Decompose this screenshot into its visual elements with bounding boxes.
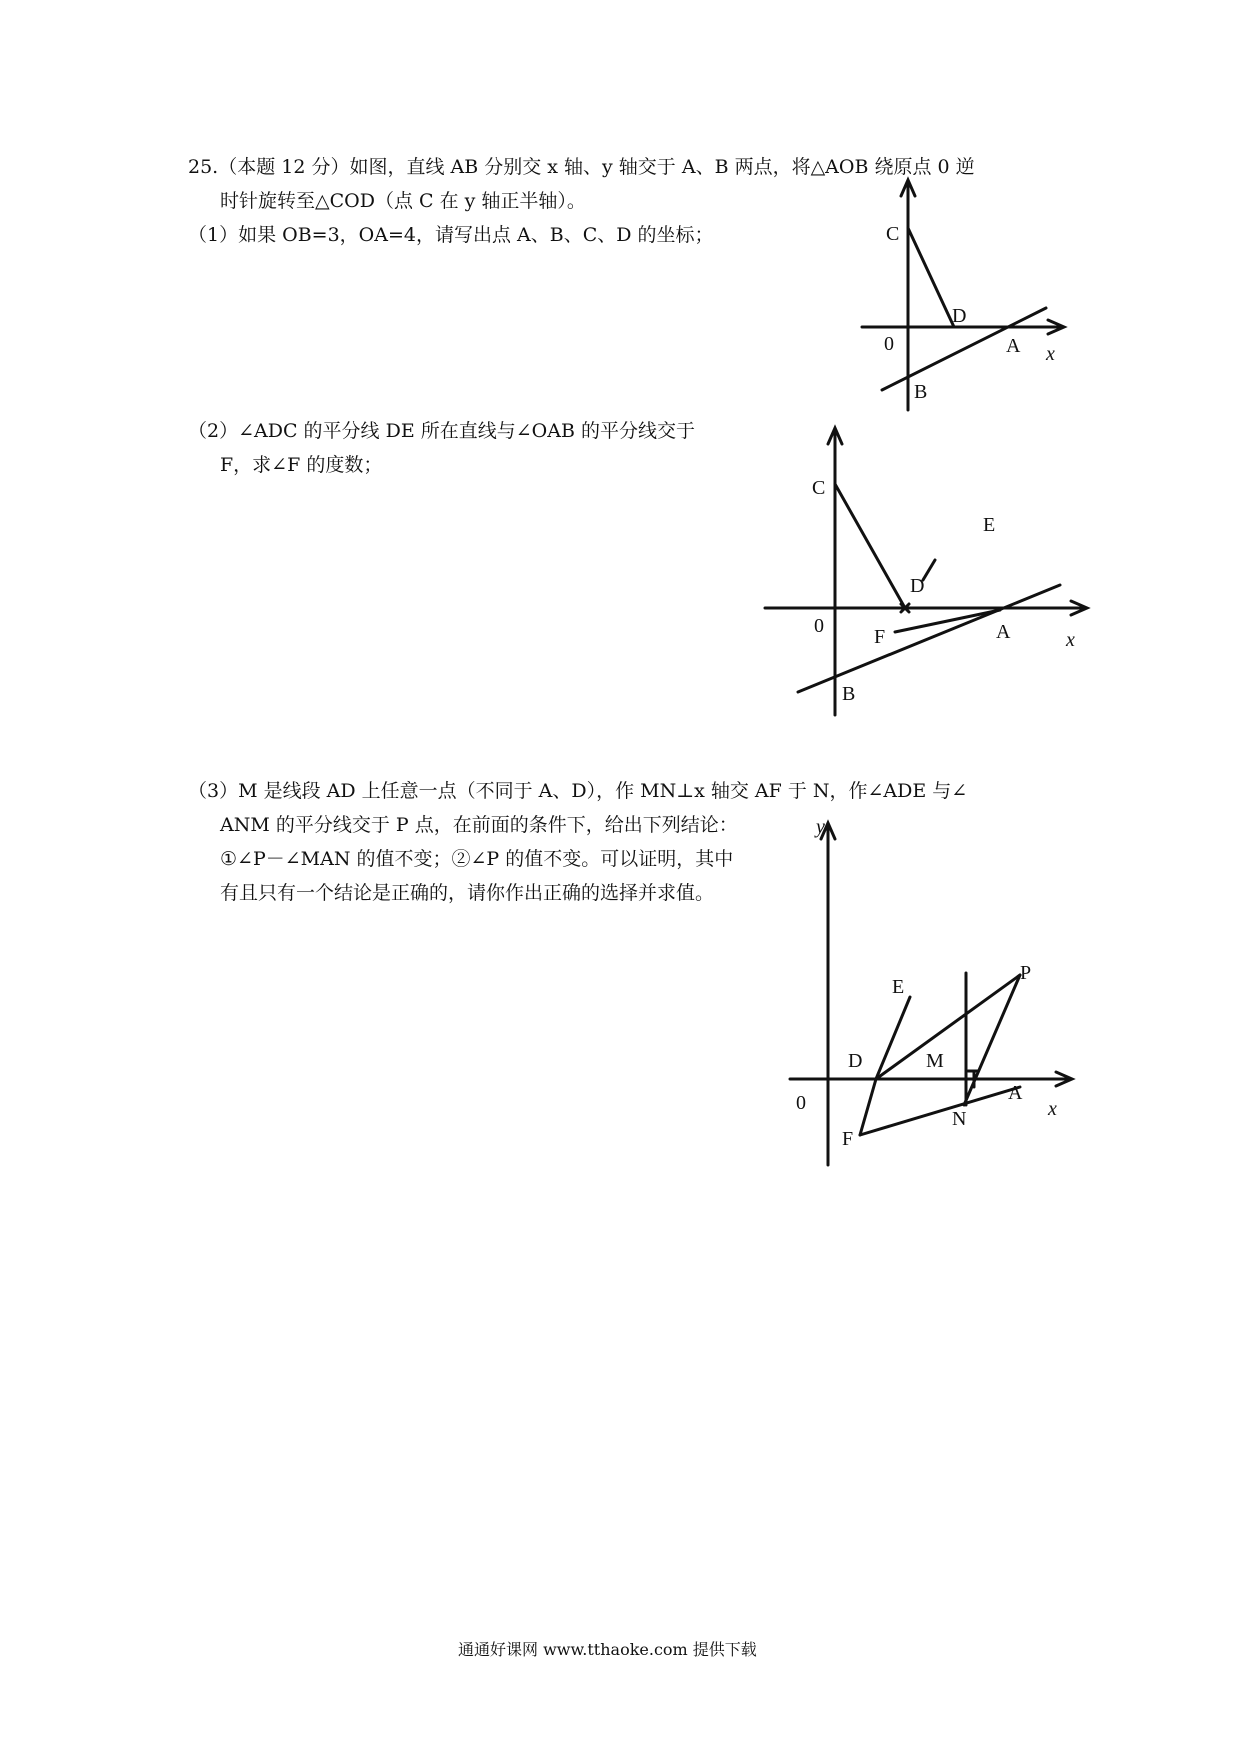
problem-line2: 时针旋转至△COD（点 C 在 y 轴正半轴）。: [220, 190, 586, 212]
problem-line1: 25.（本题 12 分）如图，直线 AB 分别交 x 轴、y 轴交于 A、B 两点，将△AOB 绕原点 0 逆: [188, 156, 975, 178]
label-x: x: [1046, 343, 1055, 365]
part3-line1: （3）M 是线段 AD 上任意一点（不同于 A、D），作 MN⊥x 轴交 AF 于 N，作∠ADE 与∠: [188, 780, 968, 802]
label-b: B: [842, 683, 856, 705]
segment-fd: [860, 1079, 876, 1135]
label-e: E: [983, 514, 996, 536]
label-d: D: [952, 305, 967, 327]
label-x: x: [1048, 1098, 1057, 1120]
bisector-de-stub: [923, 560, 935, 580]
label-a: A: [1006, 335, 1021, 357]
part1-question: （1）如果 OB=3，OA=4，请写出点 A、B、C、D 的坐标；: [188, 224, 714, 246]
figure-2: [760, 420, 1110, 720]
part2-line1: （2）∠ADC 的平分线 DE 所在直线与∠OAB 的平分线交于: [188, 420, 695, 442]
part3-line4: 有且只有一个结论是正确的，请你作出正确的选择并求值。: [220, 882, 715, 904]
part2-line2: F，求∠F 的度数；: [220, 454, 383, 476]
label-m: M: [926, 1050, 944, 1072]
label-c: C: [812, 477, 826, 499]
label-o: 0: [796, 1092, 806, 1114]
label-f: F: [874, 626, 886, 648]
label-f: F: [842, 1128, 854, 1150]
label-x: x: [1066, 629, 1075, 651]
label-a: A: [996, 621, 1011, 643]
segment-cd: [908, 228, 954, 327]
label-n: N: [952, 1108, 967, 1130]
segment-fa: [860, 1087, 1020, 1135]
label-o: 0: [814, 615, 824, 637]
label-d: D: [910, 575, 925, 597]
label-o: 0: [884, 333, 894, 355]
label-d: D: [848, 1050, 863, 1072]
line-ab: [798, 585, 1060, 692]
label-b: B: [914, 381, 928, 403]
footer-credit: 通通好课网 www.tthaoke.com 提供下载: [458, 1640, 757, 1659]
label-y: y: [816, 816, 825, 838]
figure-1: [840, 170, 1080, 420]
label-c: C: [886, 223, 900, 245]
label-e: E: [892, 976, 905, 998]
segment-cd: [835, 484, 905, 608]
part3-line2: ANM 的平分线交于 P 点，在前面的条件下，给出下列结论：: [220, 814, 738, 836]
label-a: A: [1008, 1082, 1023, 1104]
figure-3: [780, 815, 1100, 1175]
part3-line3: ①∠P－∠MAN 的值不变；②∠P 的值不变。可以证明，其中: [220, 848, 734, 870]
bisector-af: [895, 610, 1000, 632]
label-p: P: [1020, 962, 1032, 984]
